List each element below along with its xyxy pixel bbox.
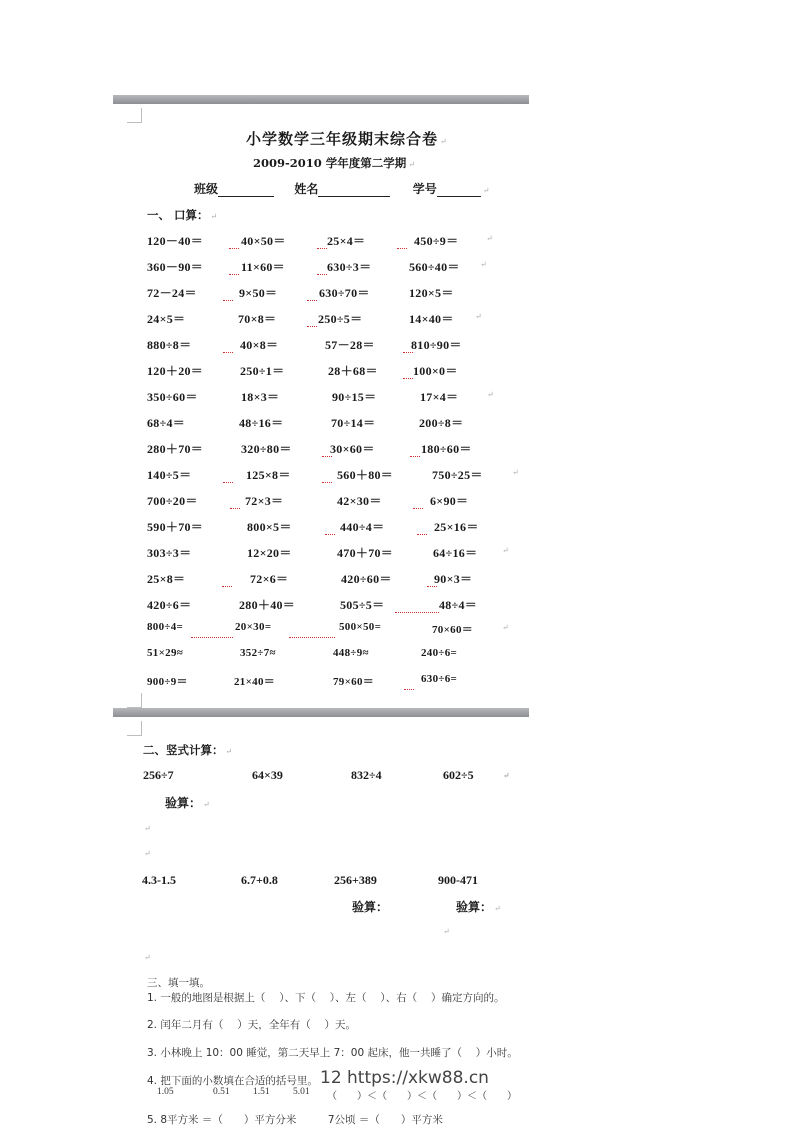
equation: 72－24＝ — [147, 286, 197, 300]
paragraph-mark: ↵ — [443, 927, 450, 936]
equation: 180÷60＝ — [421, 442, 472, 456]
equation: 360－90＝ — [147, 260, 204, 274]
spellcheck-underline — [413, 506, 423, 509]
equation: 64÷16＝ — [433, 546, 478, 560]
equation: 350÷60＝ — [147, 390, 198, 404]
equation: 18×3＝ — [241, 390, 280, 404]
equation: 320÷80＝ — [241, 442, 292, 456]
paragraph-mark: ↵ — [144, 849, 151, 858]
equation: 14×40＝ — [409, 312, 454, 326]
equation: 280＋40＝ — [239, 598, 296, 612]
equation: 420÷60＝ — [341, 572, 392, 586]
spellcheck-underline — [317, 272, 327, 275]
paragraph-mark: ↵ — [502, 623, 509, 632]
equation: 17×4＝ — [420, 390, 459, 404]
decimal-value: 1.51 — [253, 1087, 270, 1097]
equation: 6×90＝ — [430, 494, 469, 508]
problem: 602÷5 — [443, 768, 474, 782]
spellcheck-underline — [322, 480, 332, 483]
equation: 70×60＝ — [432, 624, 474, 636]
oral-calc-row — [147, 492, 527, 508]
margin-corner-mark — [127, 108, 142, 123]
equation: 12×20＝ — [247, 546, 292, 560]
spellcheck-underline — [397, 246, 407, 249]
spellcheck-underline — [395, 610, 439, 613]
equation: 303÷3＝ — [147, 546, 192, 560]
vertical-calc-row — [142, 873, 522, 889]
equation: 72×3＝ — [245, 494, 284, 508]
paragraph-mark: ↵ — [486, 234, 493, 243]
paragraph-mark: ↵ — [144, 953, 151, 962]
paragraph-mark: ↵ — [144, 824, 151, 833]
equation: 352÷7≈ — [240, 647, 276, 659]
oral-calc-row — [147, 232, 527, 248]
name-field[interactable] — [318, 184, 390, 197]
decimal-value: 0.51 — [213, 1087, 230, 1097]
equation: 750÷25＝ — [432, 468, 483, 482]
vertical-calc-row — [143, 768, 523, 784]
equation: 42×30＝ — [337, 494, 382, 508]
student-info-line: 班级 姓名 学号 ↵ — [194, 182, 490, 196]
equation: 800×5＝ — [247, 520, 292, 534]
equation: 25×4＝ — [327, 234, 366, 248]
equation: 70×8＝ — [238, 312, 277, 326]
spellcheck-underline — [229, 272, 239, 275]
page-watermark: 12 https://xkw88.cn — [320, 1068, 489, 1088]
equation: 630÷3＝ — [327, 260, 372, 274]
decimal-list — [157, 1087, 517, 1101]
spellcheck-underline — [417, 532, 427, 535]
equation: 500×50= — [339, 621, 382, 633]
equation: 70÷14＝ — [331, 416, 376, 430]
paragraph-mark: ↵ — [502, 546, 509, 555]
problem: 6.7+0.8 — [241, 873, 278, 887]
paragraph-mark: ↵ — [503, 771, 510, 780]
equation: 440÷4＝ — [340, 520, 385, 534]
equation: 280＋70＝ — [147, 442, 204, 456]
equation: 120×5＝ — [409, 286, 454, 300]
student-id-field[interactable] — [437, 184, 481, 197]
check-label: 验算： ↵ — [456, 900, 501, 914]
section3-heading: 三、填一填。 — [147, 977, 210, 989]
problem: 832÷4 — [351, 768, 382, 782]
oral-calc-row — [147, 673, 527, 689]
problem: 64×39 — [252, 768, 283, 782]
equation: 90÷15＝ — [332, 390, 377, 404]
class-field[interactable] — [218, 184, 274, 197]
oral-calc-row — [147, 596, 527, 612]
spellcheck-underline — [403, 376, 413, 379]
equation: 470＋70＝ — [337, 546, 394, 560]
oral-calc-row — [147, 388, 527, 404]
student-id-label: 学号 — [412, 182, 437, 196]
equation: 900÷9＝ — [147, 676, 188, 688]
equation: 630÷6= — [421, 673, 458, 685]
spellcheck-underline — [223, 298, 233, 301]
equation: 40×50＝ — [241, 234, 286, 248]
spellcheck-underline — [289, 635, 335, 638]
oral-calc-row — [147, 414, 527, 430]
problem: 900-471 — [438, 873, 478, 887]
oral-calc-row — [147, 336, 527, 352]
decimal-value: 5.01 — [293, 1087, 310, 1097]
problem: 4.3-1.5 — [142, 873, 176, 887]
equation: 90×3＝ — [434, 572, 473, 586]
oral-calc-row — [147, 647, 527, 663]
paragraph-mark: ↵ — [512, 468, 519, 477]
equation: 25×8＝ — [147, 572, 186, 586]
problem: 256+389 — [334, 873, 377, 887]
oral-calc-row — [147, 544, 527, 560]
equation: 9×50＝ — [239, 286, 278, 300]
margin-corner-mark — [127, 721, 142, 736]
equation: 505÷5＝ — [340, 598, 385, 612]
oral-calc-row — [147, 310, 527, 326]
class-label: 班级 — [194, 182, 219, 196]
equation: 200÷8＝ — [419, 416, 464, 430]
equation: 72×6＝ — [250, 572, 289, 586]
fill-item-2: 2. 闰年二月有（ ）天，全年有（ ）天。 — [147, 1019, 357, 1031]
problem: 256÷7 — [143, 768, 174, 782]
equation: 880÷8＝ — [147, 338, 192, 352]
page-break-bar — [113, 708, 529, 717]
section2-heading: 二、竖式计算： ↵ — [143, 743, 233, 757]
margin-corner-mark — [127, 693, 142, 708]
equation: 28＋68＝ — [328, 364, 378, 378]
equation: 700÷20＝ — [147, 494, 198, 508]
section1-heading: 一、 口算： ↵ — [147, 208, 218, 222]
equation: 40×8＝ — [240, 338, 279, 352]
paragraph-mark: ↵ — [487, 390, 494, 399]
oral-calc-row — [147, 570, 527, 586]
oral-calc-row — [147, 466, 527, 482]
equation: 79×60＝ — [333, 676, 375, 688]
equation: 590＋70＝ — [147, 520, 204, 534]
equation: 68÷4＝ — [147, 416, 186, 430]
equation: 57－28＝ — [325, 338, 375, 352]
check-label: 验算： ↵ — [165, 796, 210, 810]
spellcheck-underline — [222, 584, 232, 587]
equation: 810÷90＝ — [411, 338, 462, 352]
spellcheck-underline — [223, 350, 233, 353]
equation: 240÷6= — [421, 647, 458, 659]
spellcheck-underline — [230, 506, 240, 509]
equation: 800÷4= — [147, 621, 184, 633]
equation: 11×60＝ — [241, 260, 285, 274]
oral-calc-row — [147, 518, 527, 534]
equation: 48÷4＝ — [439, 598, 478, 612]
spellcheck-underline — [317, 246, 327, 249]
oral-calc-row — [147, 284, 527, 300]
spellcheck-underline — [325, 532, 335, 535]
spellcheck-underline — [404, 687, 414, 690]
check-label: 验算： — [352, 900, 389, 914]
equation: 20×30= — [235, 621, 272, 633]
equation: 120＋20＝ — [147, 364, 204, 378]
fill-item-5: 5. 8平方米 ＝（ ）平方分米 7公顷 ＝（ ）平方米 — [147, 1114, 443, 1126]
name-label: 姓名 — [294, 182, 319, 196]
spellcheck-underline — [410, 454, 420, 457]
decimal-value: 1.05 — [157, 1087, 174, 1097]
equation: 24×5＝ — [147, 312, 186, 326]
equation: 420÷6＝ — [147, 598, 192, 612]
equation: 48÷16＝ — [239, 416, 284, 430]
fill-item-4: 4. 把下面的小数填在合适的括号里。 — [147, 1075, 318, 1087]
paragraph-mark: ↵ — [480, 260, 487, 269]
equation: 560＋80＝ — [337, 468, 394, 482]
fill-item-3: 3. 小林晚上 10：00 睡觉，第二天早上 7：00 起床，他一共睡了（ ）小时。 — [147, 1047, 518, 1059]
paragraph-mark: ↵ — [475, 312, 482, 321]
oral-calc-row — [147, 440, 527, 456]
spellcheck-underline — [307, 324, 317, 327]
equation: 630÷70＝ — [319, 286, 370, 300]
equation: 100×0＝ — [413, 364, 458, 378]
equation: 125×8＝ — [246, 468, 291, 482]
fill-item-1: 1. 一般的地图是根据上（ ）、下（ ）、左（ ）、右（ ）确定方向的。 — [147, 992, 505, 1004]
equation: 140÷5＝ — [147, 468, 192, 482]
spellcheck-underline — [191, 635, 233, 638]
equation: 30×60＝ — [330, 442, 375, 456]
document-title: 小学数学三年级期末综合卷 ↵ — [246, 130, 448, 148]
spellcheck-underline — [307, 298, 317, 301]
equation: 450÷9＝ — [414, 234, 459, 248]
document-subtitle: 2009-2010 学年度第二学期 ↵ — [253, 156, 415, 170]
equation: 120－40＝ — [147, 234, 204, 248]
oral-calc-row — [147, 621, 527, 637]
page-top-bar — [113, 95, 529, 104]
ordering-brackets: （ ）＜（ ）＜（ ）＜（ ） — [327, 1091, 517, 1102]
spellcheck-underline — [223, 480, 233, 483]
equation: 250÷1＝ — [240, 364, 285, 378]
equation: 250÷5＝ — [318, 312, 363, 326]
oral-calc-row — [147, 362, 527, 378]
oral-calc-row — [147, 258, 527, 274]
equation: 448÷9≈ — [333, 647, 369, 659]
equation: 25×16＝ — [434, 520, 479, 534]
equation: 560÷40＝ — [409, 260, 460, 274]
spellcheck-underline — [229, 246, 239, 249]
equation: 51×29≈ — [147, 647, 184, 659]
equation: 21×40＝ — [234, 676, 276, 688]
